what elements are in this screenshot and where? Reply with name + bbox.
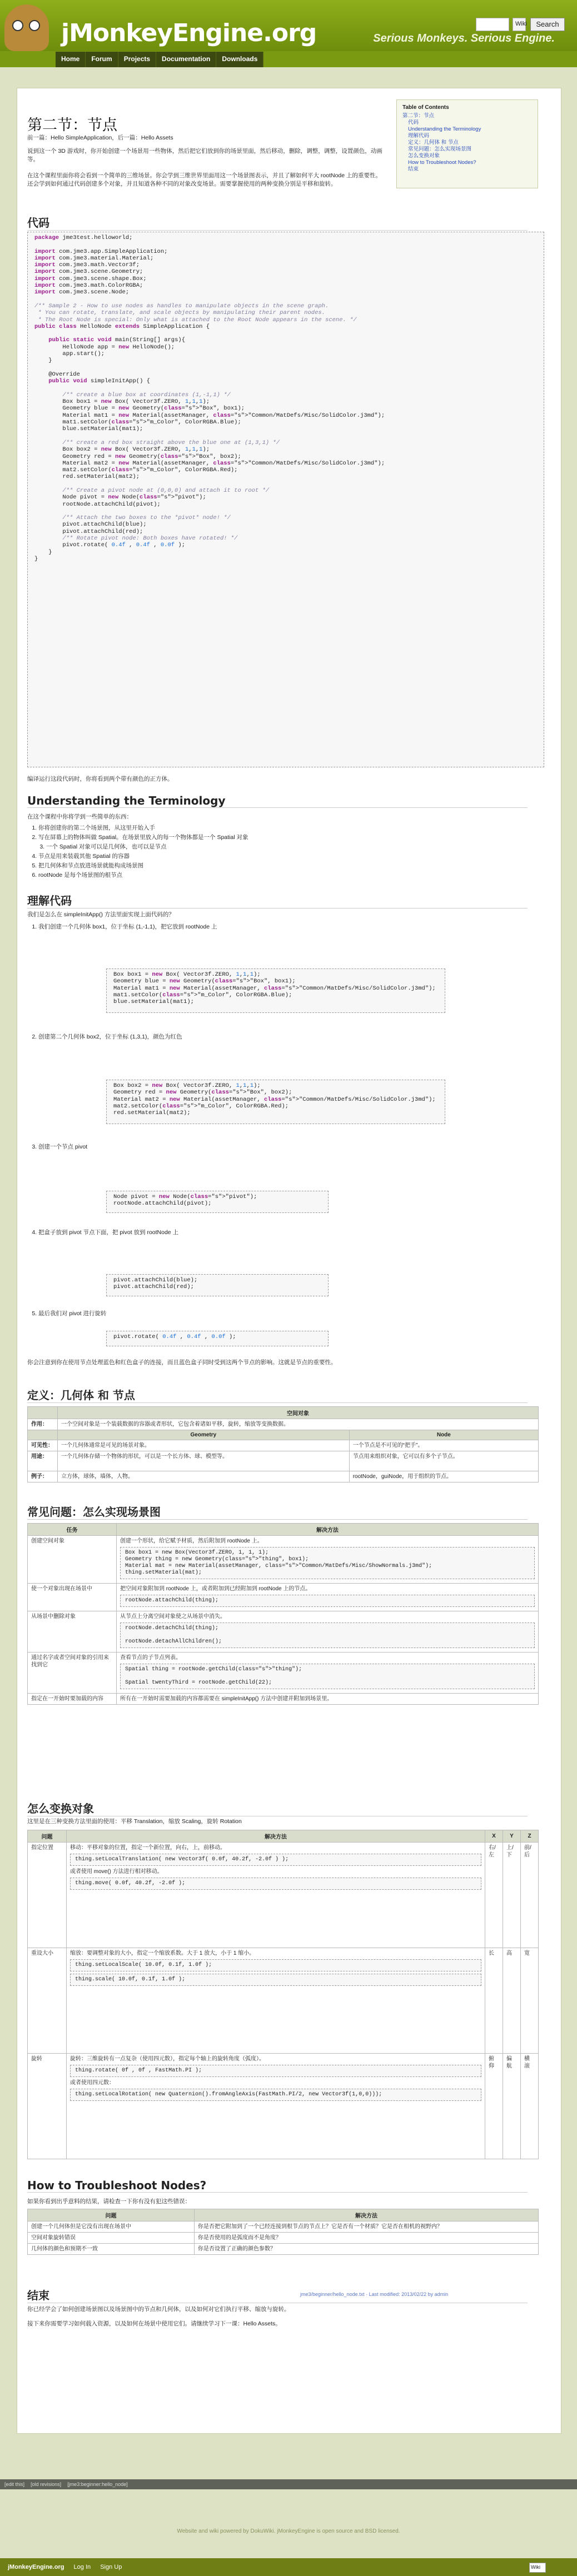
table-cell <box>67 1843 485 1948</box>
intro-paragraph-2: 在这个课程里面你将会看到一个简单的三维场景。你会学到三维世界里面用这一个场景图表示，并且了解如何平大 rootNode 上的重要性。还会学到如何通过代码创建多个对象，并且知道各种不同的对象改变场景。需要掌握使用的两种变换分别是平移和旋转。 <box>27 172 382 187</box>
understand-step-5 <box>38 1310 427 1319</box>
understand-step-2 <box>38 1033 427 1042</box>
table-header: Node <box>349 1430 538 1440</box>
toc-item[interactable]: 结束 <box>408 166 419 172</box>
page-meta[interactable]: jme3/beginner/hello_node.txt · Last modified: 2013/02/22 by admin <box>300 2292 449 2297</box>
table-cell: 旋转 <box>28 2054 67 2159</box>
table-cell: 前/后 <box>521 1843 539 1948</box>
table-cell: 俯仰 <box>485 2054 503 2159</box>
edit-link[interactable]: [edit this] <box>4 2482 25 2487</box>
cell-code: thing.setLocalRotation( new Quaternion().fromAngleAxis(FastMath.PI/2, new Vector3f(1,0,0))); <box>70 2089 481 2101</box>
section-terminology-heading: Understanding the Terminology <box>27 794 528 808</box>
list-item: 3. 创建一个节点 pivot <box>38 1143 427 1151</box>
site-header <box>0 0 577 67</box>
table-cell: 几何体的颜色和预期不一致 <box>28 2244 195 2255</box>
terminology-intro: 在这个课程中你将学到一些简单的东西： <box>27 813 132 820</box>
table-cell: 重设大小 <box>28 1948 67 2054</box>
toc-item[interactable]: 定义：几何体 和 节点 <box>408 139 459 146</box>
article-page <box>17 88 561 2434</box>
intro-paragraph-1: 说到这一个 3D 游戏时，你开始创建一个场景用一些物体，然后把它们放到你的场景里面，然后移动，删除，调整，调整，设置颜色，动画等。 <box>27 148 382 163</box>
toc-item[interactable]: 代码 <box>408 119 419 126</box>
table-row <box>28 2244 539 2255</box>
list-item: 2. 创建第二个几何体 box2，位于坐标 (1,3,1)，颜色为红色 <box>38 1033 427 1041</box>
list-item: 2. 写在屏幕上的物体叫做 Spatial。在场景里放入的每一个物体都是一个 Spatial 对象 <box>38 833 248 842</box>
nav-downloads[interactable]: Downloads <box>216 52 263 67</box>
section-trouble-heading: How to Troubleshoot Nodes? <box>27 2179 528 2193</box>
code-snippet-blue-box: Box box1 = new Box( Vector3f.ZERO, 1,1,1); Geometry blue = new Geometry(class="s">"Box", box1); Material mat1 = new Material(assetManager, class="s">"Common/MatDefs/Misc/SolidColor.j3md"); mat1.setColor(class="s">"m_Color", ColorRGBA.Blue); blue.setMaterial(mat1); <box>106 969 445 1013</box>
table-cell: 一个空间对象是一个装载数据的容器或者形状，它包含着诸如平移，旋转，缩放等变换数据。 <box>58 1419 539 1430</box>
understand-step-3 <box>38 1143 427 1152</box>
nav-forum[interactable]: Forum <box>86 52 118 67</box>
toc-item[interactable]: 第二节：节点 <box>402 113 435 119</box>
table-cell: 创建一个几何体但是它没有出现在场景中 <box>28 2221 195 2233</box>
search-input[interactable] <box>476 18 509 31</box>
table-cell: 用途： <box>28 1451 58 1471</box>
cell-description: 缩放：要调整对象的大小，指定一个缩放系数。大于 1 放大，小于 1 缩小。 <box>70 1950 255 1956</box>
revisions-link[interactable]: [old revisions] <box>31 2482 62 2487</box>
table-cell: 一个节点是不可见的“把手”。 <box>349 1440 538 1451</box>
table-cell <box>117 1536 539 1584</box>
list-item: 5. 把几何体和节点放进场景就能构成场景图 <box>38 862 248 870</box>
list-item: 1. 你将创建你的第二个场景图，从这里开始入手 <box>38 824 248 832</box>
table-cell: 指定在一开始时要加载的内容 <box>28 1694 117 1705</box>
nav-documentation[interactable]: Documentation <box>156 52 216 67</box>
page-id-link[interactable]: [jme3:beginner:hello_node] <box>67 2482 128 2487</box>
toc-item[interactable]: 理解代码 <box>408 133 430 139</box>
site-credits: Website and wiki powered by DokuWiki. jMonkeyEngine is open source and BSD licensed. <box>177 2528 400 2534</box>
cell-description: 查看节点的子节点列表。 <box>120 1655 181 1661</box>
table-cell: 你是否设置了正确的颜色参数？ <box>195 2244 539 2255</box>
section-definitions-heading: 定义：几何体 和 节点 <box>27 1386 528 1403</box>
table-header: Geometry <box>58 1430 350 1440</box>
table-cell: 高 <box>503 1948 521 2054</box>
section-transform-heading: 怎么变换对象 <box>27 1800 528 1816</box>
section-code-heading: 代码 <box>27 214 528 231</box>
understand-step-1 <box>38 923 427 932</box>
list-item: 3. 一个 Spatial 对象可以是几何体，也可以是节点 <box>46 843 248 851</box>
toc-item[interactable]: 怎么变换对象 <box>408 153 440 159</box>
toc-item[interactable]: Understanding the Terminology <box>408 126 481 132</box>
site-logo[interactable]: jMonkeyEngine.org <box>61 19 317 47</box>
table-cell: 偏航 <box>503 2054 521 2159</box>
cell-description: 移动：平移对象的位置，指定一个新位置，向右，上，前移动。 <box>70 1845 226 1851</box>
table-cell: 你是否把它附加到了一个已经连接到根节点的节点上？它是否有一个材质？它是否在相机的视野内？ <box>195 2221 539 2233</box>
toc-title: Table of Contents <box>402 104 449 111</box>
cell-code: rootNode.detachChild(thing); rootNode.detachAllChildren(); <box>120 1623 535 1648</box>
table-cell: 从场景中删除对象 <box>28 1611 117 1653</box>
definitions-table <box>27 1406 539 1482</box>
cell-description: 所有在一开始时需要加载的内容都需要在 simpleInitApp() 方法中创建并附加到场景里。 <box>120 1696 333 1702</box>
list-item: 1. 我们创建一个几何体 box1，位于坐标 (1,-1,1)，把它放到 rootNode 上 <box>38 923 427 931</box>
table-cell: 你是否使用的是弧度而不是角度？ <box>195 2233 539 2244</box>
table-cell <box>117 1611 539 1653</box>
cell-description: 或者使用四元数： <box>70 2080 115 2086</box>
table-header: 任务 <box>28 1524 117 1536</box>
cell-description: 或者使用 move() 方法进行相对移动。 <box>70 1869 163 1875</box>
table-cell: 横滚 <box>521 2054 539 2159</box>
end-paragraph-1: 你已经学会了如何创建场景图以及场景图中的节点和几何体，以及如何对它们执行平移、缩放与旋转。 <box>27 2306 290 2313</box>
table-row <box>28 2221 539 2233</box>
table-row <box>28 1584 539 1611</box>
table-cell: 指定位置 <box>28 1843 67 1948</box>
nav-home[interactable]: Home <box>56 52 86 67</box>
table-cell: 宽 <box>521 1948 539 2054</box>
list-item: 4. 节点是用来装载其他 Spatial 的容器 <box>38 852 248 861</box>
table-header: 问题 <box>28 2209 195 2221</box>
table-header: Z <box>521 1830 539 1843</box>
bottom-bar <box>0 2558 577 2576</box>
cell-code: rootNode.attachChild(thing); <box>120 1595 535 1607</box>
table-row <box>28 2054 539 2159</box>
bottom-brand[interactable]: jMonkeyEngine.org <box>8 2564 64 2570</box>
list-item: 4. 把盒子放到 pivot 节点下面，把 pivot 放到 rootNode 上 <box>38 1229 427 1237</box>
search-button[interactable]: Search <box>530 18 565 31</box>
cell-code: thing.move( 0.0f, 40.2f, -2.0f ); <box>70 1878 481 1890</box>
understand-summary: 你会注意到你在使用节点处理蓝色和红色盒子的连接，而且蓝色盒子同时受到这两个节点的影响。这就是节点的重要性。 <box>27 1359 337 1366</box>
table-header: 解决方法 <box>195 2209 539 2221</box>
cell-code: thing.scale( 10.0f, 0.1f, 1.0f ); <box>70 1974 481 1986</box>
code-after-text: 编译运行这段代码时，你将看到两个带有颜色的正方体。 <box>27 776 173 782</box>
mascot-eye-left <box>12 20 23 31</box>
mascot-eye-right <box>29 20 40 31</box>
cell-description: 从节点上分离空间对象使之从场景中消失。 <box>120 1614 226 1620</box>
table-cell: 一个几何体通常是可见的场景对象。 <box>58 1440 350 1451</box>
signup-link[interactable]: Sign Up <box>100 2564 122 2570</box>
table-cell: 创建空间对象 <box>28 1536 117 1584</box>
login-link[interactable]: Log In <box>73 2564 91 2570</box>
terminology-list <box>38 824 248 881</box>
cell-code: thing.setLocalScale( 10.0f, 0.1f, 1.0f ); <box>70 1959 481 1971</box>
toc-item[interactable]: 常见问题：怎么实现场景图 <box>408 146 472 152</box>
table-header: 解决方法 <box>117 1524 539 1536</box>
user-toolbar <box>0 2479 577 2489</box>
code-block-main: package jme3test.helloworld; import com.jme3.app.SimpleApplication; import com.jme3.material.Material; import com.jme3.math.Vector3f; import com.jme3.scene.Geometry; import com.jme3.scene.shape.Box; import com.jme3.math.ColorRGBA; import com.jme3.scene.Node; /** Sample 2 - How to use nodes as handles to manipulate objects in the scene graph. * You can rotate, translate, and scale objects by manipulating their parent nodes. * The Root Node is special: Only what is attached to the Root Node appears in the scene. */ public class HelloNode extends SimpleApplication { public static void main(String[] args){ HelloNode app = new HelloNode(); app.start(); } @Override public void simpleInitApp() { /** create a blue box at coordinates (1,-1,1) */ Box box1 = new Box( Vector3f.ZERO, 1,1,1); Geometry blue = new Geometry(class="s">"Box", box1); Material mat1 = new Material(assetManager, class="s">"Common/MatDefs/Misc/SolidColor.j3md"); mat1.setColor(class="s">"m_Color", ColorRGBA.Blue); blue.setMaterial(mat1); /** create a red box straight above the blue one at (1,3,1) */ Box box2 = new Box( Vector3f.ZERO, 1,1,1); Geometry red = new Geometry(class="s">"Box", box2); Material mat2 = new Material(assetManager, class="s">"Common/MatDefs/Misc/SolidColor.j3md"); mat2.setColor(class="s">"m_Color", ColorRGBA.Red); red.setMaterial(mat2); /** Create a pivot node at (0,0,0) and attach it to root */ Node pivot = new Node(class="s">"pivot"); rootNode.attachChild(pivot); /** Attach the two boxes to the *pivot* node! */ pivot.attachChild(blue); pivot.attachChild(red); /** Rotate pivot node: Both boxes have rotated! */ pivot.rotate( 0.4f , 0.4f , 0.0f ); } } <box>27 232 544 767</box>
prev-next-links[interactable]: 前一篇：Hello SimpleApplication，后一篇：Hello Assets <box>27 134 173 141</box>
table-header <box>28 1407 58 1419</box>
page-title: 第二节：节点 <box>27 117 117 134</box>
table-header: 空间对象 <box>58 1407 539 1419</box>
code-snippet-red-box: Box box2 = new Box( Vector3f.ZERO, 1,1,1); Geometry red = new Geometry(class="s">"Box", box2); Material mat2 = new Material(assetManager, class="s">"Common/MatDefs/Misc/SolidColor.j3md"); mat2.setColor(class="s">"m_Color", ColorRGBA.Red); red.setMaterial(mat2); <box>106 1080 445 1124</box>
table-cell <box>67 2054 485 2159</box>
table-cell <box>67 1948 485 2054</box>
table-row <box>28 1694 539 1705</box>
search-scope-select[interactable]: Wiki <box>513 18 526 31</box>
table-row <box>28 1843 539 1948</box>
table-cell: 上/下 <box>503 1843 521 1948</box>
cell-code: thing.rotate( 0f , 0f , FastMath.PI ); <box>70 2065 481 2077</box>
site-tagline: Serious Monkeys. Serious Engine. <box>373 32 555 44</box>
table-row <box>28 1948 539 2054</box>
cell-code: thing.setLocalTranslation( new Vector3f( 0.0f, 40.2f, -2.0f ) ); <box>70 1854 481 1866</box>
understand-step-4 <box>38 1229 427 1238</box>
table-row <box>28 1653 539 1694</box>
table-cell: 立方体，球体，墙体，人物。 <box>58 1471 350 1482</box>
table-cell <box>117 1694 539 1705</box>
table-cell: 使一个对象出现在场景中 <box>28 1584 117 1611</box>
table-header: 解决方法 <box>67 1830 485 1843</box>
table-cell: 可见性： <box>28 1440 58 1451</box>
cell-description: 把空间对象附加到 rootNode 上，或者附加到已经附加到 rootNode 上的节点。 <box>120 1586 311 1592</box>
toc-item[interactable]: How to Troubleshoot Nodes? <box>408 159 476 166</box>
section-understand-heading: 理解代码 <box>27 892 528 908</box>
list-item: 5. 最后我们对 pivot 进行旋转 <box>38 1310 427 1318</box>
table-cell: 通过名字或者空间对象的引用来找到它 <box>28 1653 117 1694</box>
code-snippet-pivot: Node pivot = new Node(class="s">"pivot"); rootNode.attachChild(pivot); <box>106 1191 329 1213</box>
transform-intro: 这里是在三种变换方法里面的使用：平移 Translation，缩放 Scaling，旋转 Rotation <box>27 1818 242 1825</box>
table-cell: 右/左 <box>485 1843 503 1948</box>
table-cell: 例子： <box>28 1471 58 1482</box>
section-end-heading: 结束 <box>27 2287 528 2303</box>
cell-description: 创建一个形状，给它赋予材质，然后附加到 rootNode 上。 <box>120 1538 263 1544</box>
table-cell: 节点用来组织对象，它可以有多个子节点。 <box>349 1451 538 1471</box>
understand-intro: 我们是怎么在 simpleInitApp() 方法里面实现上面代码的？ <box>27 911 175 918</box>
table-cell: rootNode，guiNode，用于组织的节点。 <box>349 1471 538 1482</box>
bottom-scope-select[interactable]: Wiki <box>529 2563 546 2573</box>
table-cell: 作用： <box>28 1419 58 1430</box>
main-nav <box>56 52 263 67</box>
code-snippet-attach: pivot.attachChild(blue); pivot.attachChild(red); <box>106 1274 329 1296</box>
table-cell <box>117 1584 539 1611</box>
table-row <box>28 1536 539 1584</box>
table-of-contents <box>396 99 538 188</box>
trouble-intro: 如果你看到出乎意料的结果，请检查一下你有没有犯这些错误： <box>27 2198 191 2205</box>
cell-code: Box box1 = new Box(Vector3f.ZERO, 1, 1, 1); Geometry thing = new Geometry(class="s">"thing", box1); Material mat = new Material(assetManager, class="s">"Common/MatDefs/Misc/ShowNormals.j3md"); thing.setMaterial(mat); <box>120 1547 535 1579</box>
table-header: Y <box>503 1830 521 1843</box>
code-snippet-rotate: pivot.rotate( 0.4f , 0.4f , 0.0f ); <box>106 1331 329 1346</box>
table-cell: 一个几何体存储一个物体的形状，可以是一个长方体、球、模型等。 <box>58 1451 350 1471</box>
table-cell: 长 <box>485 1948 503 2054</box>
cell-code: Spatial thing = rootNode.getChild(class="s">"thing"); Spatial twentyThird = rootNode.getChild(22); <box>120 1664 535 1689</box>
transform-table <box>27 1830 539 2159</box>
table-header: X <box>485 1830 503 1843</box>
monkey-mascot-icon <box>4 4 49 51</box>
table-row <box>28 1611 539 1653</box>
list-item: 6. rootNode 是每个场景图的根节点 <box>38 871 248 880</box>
table-row <box>28 2233 539 2244</box>
end-paragraph-2: 接下来你需要学习如何载入资源，以及如何在场景中使用它们。请继续学习下一课：Hello Assets。 <box>27 2320 281 2327</box>
howto-table <box>27 1523 539 1705</box>
section-howto-heading: 常见问题：怎么实现场景图 <box>27 1503 528 1520</box>
table-cell: 空间对象旋转错误 <box>28 2233 195 2244</box>
nav-projects[interactable]: Projects <box>118 52 156 67</box>
table-cell <box>117 1653 539 1694</box>
table-header: 问题 <box>28 1830 67 1843</box>
trouble-table <box>27 2209 539 2255</box>
cell-description: 旋转：三维旋转有一点复杂（使用四元数），指定每个轴上的旋转角度（弧度）。 <box>70 2056 265 2062</box>
